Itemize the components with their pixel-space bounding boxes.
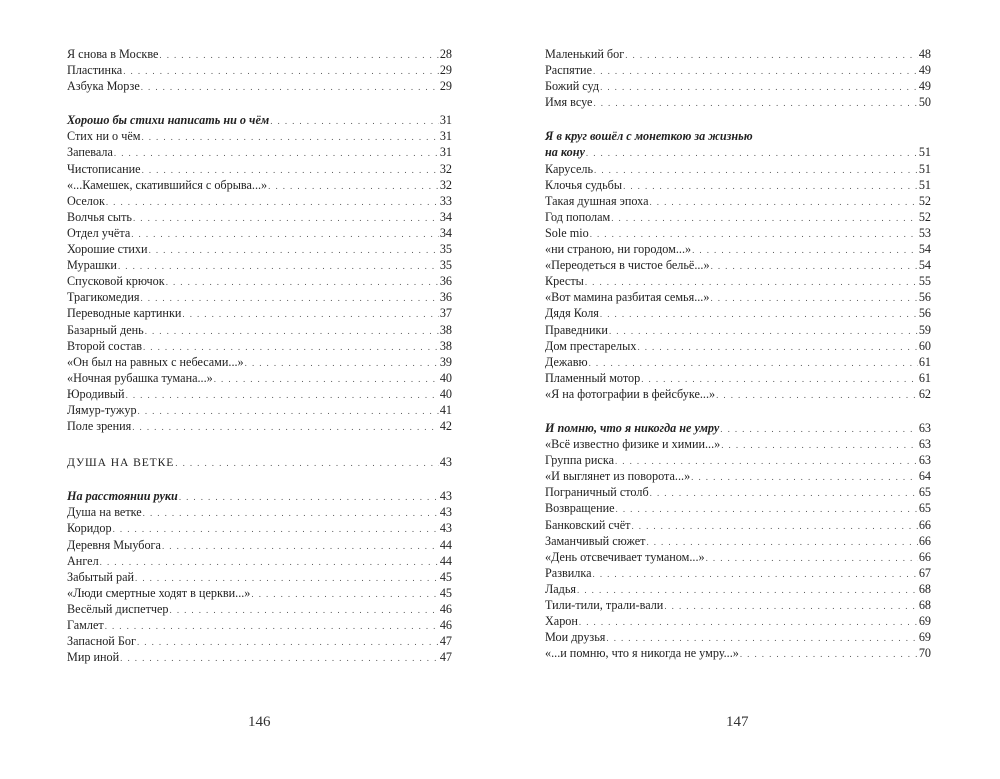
toc-entry-page: 51 bbox=[918, 161, 931, 176]
dot-leader bbox=[710, 290, 917, 306]
dot-leader bbox=[692, 242, 918, 258]
toc-entry bbox=[545, 484, 931, 500]
toc-group bbox=[67, 112, 452, 434]
toc-entry-page: 61 bbox=[918, 370, 931, 385]
toc-entry-page: 54 bbox=[918, 258, 931, 273]
toc-entry bbox=[545, 468, 931, 484]
dot-leader bbox=[251, 586, 438, 602]
toc-entry bbox=[67, 537, 452, 553]
toc-entry-title: «Он был на равных с небесами...» bbox=[67, 354, 244, 369]
toc-entry-page: 29 bbox=[439, 63, 452, 78]
toc-entry-title: Распятие bbox=[545, 63, 592, 78]
toc-entry bbox=[67, 78, 452, 94]
toc-entry-page: 48 bbox=[918, 47, 931, 61]
dot-leader bbox=[145, 323, 439, 339]
toc-entry-page: 47 bbox=[439, 650, 452, 665]
toc-entry-page: 31 bbox=[439, 129, 452, 144]
group-spacer bbox=[67, 470, 452, 488]
toc-entry-page: 35 bbox=[439, 258, 452, 273]
toc-entry bbox=[67, 161, 452, 177]
toc-entry bbox=[67, 46, 452, 62]
toc-entry bbox=[67, 177, 452, 193]
dot-leader bbox=[609, 323, 918, 339]
toc-entry-page: 29 bbox=[439, 79, 452, 94]
dot-leader bbox=[268, 178, 439, 194]
dot-leader bbox=[586, 145, 918, 161]
toc-entry-title: Поле зрения bbox=[67, 419, 132, 434]
toc-entry-title: На расстоянии руки bbox=[67, 489, 178, 504]
dot-leader bbox=[585, 274, 918, 290]
toc-entry-page: 69 bbox=[918, 614, 931, 629]
toc-entry-page: 37 bbox=[439, 306, 452, 321]
group-spacer bbox=[545, 110, 931, 128]
toc-entry bbox=[545, 613, 931, 629]
toc-entry-page: 54 bbox=[918, 242, 931, 257]
toc-section-entry bbox=[545, 420, 931, 436]
toc-entry-page: 38 bbox=[439, 322, 452, 337]
toc-entry-page: 40 bbox=[439, 370, 452, 385]
toc-entry-page: 60 bbox=[918, 338, 931, 353]
dot-leader bbox=[126, 387, 439, 403]
toc-entry-title: «...Камешек, скатившийся с обрыва...» bbox=[67, 177, 268, 192]
dot-leader bbox=[100, 554, 439, 570]
toc-entry bbox=[545, 322, 931, 338]
toc-entry-page: 44 bbox=[439, 537, 452, 552]
toc-entry-title: Базарный день bbox=[67, 322, 144, 337]
toc-entry-page: 43 bbox=[439, 505, 452, 520]
dot-leader bbox=[142, 162, 439, 178]
toc-entry-title: Пламенный мотор bbox=[545, 370, 641, 385]
toc-entry-title: Юродивый bbox=[67, 386, 125, 401]
dot-leader bbox=[149, 242, 439, 258]
dot-leader bbox=[606, 630, 917, 646]
dot-leader bbox=[162, 538, 439, 554]
dot-leader bbox=[175, 455, 439, 471]
toc-entry-title: Харон bbox=[545, 614, 578, 629]
dot-leader bbox=[600, 306, 918, 322]
toc-entry-page: 65 bbox=[918, 501, 931, 516]
toc-entry-title: Мурашки bbox=[67, 258, 117, 273]
toc-entry-page: 28 bbox=[439, 47, 452, 61]
toc-entry-title: Мир иной bbox=[67, 650, 120, 665]
dot-leader bbox=[664, 598, 917, 614]
dot-leader bbox=[140, 290, 438, 306]
toc-entry bbox=[67, 322, 452, 338]
toc-entry-title: Группа риска bbox=[545, 453, 614, 468]
toc-group bbox=[67, 454, 452, 470]
toc-entry bbox=[67, 370, 452, 386]
toc-entry-page: 45 bbox=[439, 569, 452, 584]
toc-entry-title: «...и помню, что я никогда не умру...» bbox=[545, 646, 739, 661]
dot-leader bbox=[740, 646, 918, 662]
right-page-number: 147 bbox=[726, 714, 749, 730]
toc-entry-title: Спусковой крючок bbox=[67, 274, 165, 289]
toc-entry-title: Запасной Бог bbox=[67, 634, 136, 649]
toc-entry bbox=[67, 601, 452, 617]
toc-entry-page: 41 bbox=[439, 402, 452, 417]
toc-entry-page: 47 bbox=[439, 634, 452, 649]
toc-entry-page: 43 bbox=[439, 455, 452, 470]
toc-entry bbox=[545, 225, 931, 241]
toc-entry-title: «ни страною, ни городом...» bbox=[545, 242, 692, 257]
toc-entry-title: Ладья bbox=[545, 581, 577, 596]
dot-leader bbox=[170, 602, 439, 618]
dot-leader bbox=[616, 501, 918, 517]
toc-entry-page: 59 bbox=[918, 322, 931, 337]
toc-entry-title: «Вот мамина разбитая семья...» bbox=[545, 290, 710, 305]
toc-entry-page: 64 bbox=[918, 469, 931, 484]
dot-leader bbox=[132, 419, 439, 435]
toc-entry-page: 53 bbox=[918, 225, 931, 240]
toc-entry-page: 61 bbox=[918, 354, 931, 369]
toc-entry bbox=[67, 585, 452, 601]
toc-entry-title: Пограничный столб bbox=[545, 485, 649, 500]
dot-leader bbox=[245, 355, 439, 371]
toc-entry bbox=[67, 128, 452, 144]
toc-section-entry bbox=[67, 488, 452, 504]
toc-section-entry bbox=[545, 144, 931, 160]
toc-entry bbox=[545, 452, 931, 468]
toc-entry bbox=[545, 549, 931, 565]
toc-entry bbox=[67, 62, 452, 78]
toc-entry-title: Хорошо бы стихи написать ни о чём bbox=[67, 113, 270, 128]
left-page-number: 146 bbox=[248, 714, 271, 730]
dot-leader bbox=[650, 485, 918, 501]
toc-entry bbox=[67, 418, 452, 434]
toc-section-heading: Я в круг вошёл с монеткою за жизнью bbox=[545, 129, 753, 144]
toc-entry bbox=[545, 354, 931, 370]
dot-leader bbox=[141, 129, 438, 145]
toc-entry bbox=[67, 193, 452, 209]
toc-entry bbox=[545, 629, 931, 645]
toc-entry-page: 68 bbox=[918, 581, 931, 596]
dot-leader bbox=[143, 505, 439, 521]
toc-entry bbox=[67, 617, 452, 633]
toc-entry-title: Забытый рай bbox=[67, 569, 135, 584]
toc-entry-page: 50 bbox=[918, 95, 931, 110]
toc-entry-page: 63 bbox=[918, 453, 931, 468]
toc-entry bbox=[545, 257, 931, 273]
toc-entry bbox=[545, 597, 931, 613]
toc-entry-page: 68 bbox=[918, 598, 931, 612]
toc-entry-page: 34 bbox=[439, 225, 452, 240]
dot-leader bbox=[589, 355, 918, 371]
toc-entry bbox=[545, 305, 931, 321]
toc-group bbox=[545, 144, 931, 402]
right-page-toc bbox=[545, 46, 931, 661]
dot-leader bbox=[105, 618, 439, 634]
toc-entry-page: 67 bbox=[918, 565, 931, 580]
toc-entry-title: Развилка bbox=[545, 565, 592, 580]
dot-leader bbox=[579, 614, 918, 630]
toc-entry-page: 36 bbox=[439, 274, 452, 289]
toc-entry bbox=[545, 517, 931, 533]
toc-entry-title: Волчья сыть bbox=[67, 209, 132, 224]
toc-entry-title: Банковский счёт bbox=[545, 517, 631, 532]
toc-entry bbox=[545, 78, 931, 94]
toc-entry bbox=[545, 46, 931, 62]
toc-entry-page: 70 bbox=[918, 646, 931, 661]
dot-leader bbox=[137, 634, 439, 650]
toc-entry-page: 66 bbox=[918, 549, 931, 564]
toc-entry-page: 32 bbox=[439, 161, 452, 176]
toc-entry bbox=[545, 289, 931, 305]
toc-entry-title: «И выглянет из поворота...» bbox=[545, 469, 691, 484]
toc-entry-page: 31 bbox=[439, 145, 452, 160]
toc-entry bbox=[67, 273, 452, 289]
toc-entry bbox=[545, 533, 931, 549]
toc-entry-page: 39 bbox=[439, 354, 452, 369]
toc-entry-title: Sole mio bbox=[545, 225, 589, 240]
toc-entry-title: Дядя Коля bbox=[545, 306, 599, 321]
toc-entry-title: Возвращение bbox=[545, 501, 615, 516]
dot-leader bbox=[637, 339, 917, 355]
dot-leader bbox=[159, 47, 438, 63]
dot-leader bbox=[214, 371, 439, 387]
toc-entry bbox=[67, 338, 452, 354]
toc-entry bbox=[67, 257, 452, 273]
dot-leader bbox=[625, 47, 918, 63]
group-spacer bbox=[545, 402, 931, 420]
dot-leader bbox=[138, 403, 439, 419]
toc-entry-page: 66 bbox=[918, 533, 931, 548]
toc-entry bbox=[545, 645, 931, 661]
dot-leader bbox=[593, 95, 917, 111]
toc-entry bbox=[545, 241, 931, 257]
toc-entry-title: ДУША НА ВЕТКЕ bbox=[67, 456, 175, 470]
toc-entry-page: 69 bbox=[918, 630, 931, 645]
toc-entry-page: 63 bbox=[918, 437, 931, 452]
dot-leader bbox=[131, 226, 439, 242]
toc-part-entry bbox=[67, 454, 452, 470]
toc-entry bbox=[67, 402, 452, 418]
toc-entry bbox=[545, 161, 931, 177]
toc-section-entry bbox=[67, 112, 452, 128]
toc-entry bbox=[67, 144, 452, 160]
dot-leader bbox=[716, 387, 918, 403]
toc-entry-title: Переводные картинки bbox=[67, 306, 182, 321]
toc-entry-title: Тили-тили, трали-вали bbox=[545, 598, 664, 612]
toc-entry bbox=[67, 649, 452, 665]
toc-entry bbox=[545, 581, 931, 597]
toc-entry-page: 56 bbox=[918, 290, 931, 305]
toc-entry-title: Коридор bbox=[67, 521, 112, 536]
toc-entry bbox=[545, 193, 931, 209]
toc-entry bbox=[545, 177, 931, 193]
toc-entry-page: 56 bbox=[918, 306, 931, 321]
dot-leader bbox=[118, 258, 439, 274]
toc-entry-page: 46 bbox=[439, 618, 452, 632]
dot-leader bbox=[270, 113, 439, 129]
toc-entry-title: Азбука Морзе bbox=[67, 79, 140, 94]
dot-leader bbox=[691, 469, 918, 485]
toc-entry bbox=[67, 225, 452, 241]
toc-entry-page: 38 bbox=[439, 338, 452, 353]
toc-entry bbox=[545, 386, 931, 402]
toc-entry-title: Стих ни о чём bbox=[67, 129, 141, 144]
dot-leader bbox=[720, 421, 918, 437]
toc-entry bbox=[545, 565, 931, 581]
toc-entry-page: 32 bbox=[439, 177, 452, 192]
toc-entry bbox=[67, 354, 452, 370]
toc-group bbox=[67, 46, 452, 94]
toc-entry bbox=[67, 209, 452, 225]
toc-entry-page: 43 bbox=[439, 489, 452, 504]
group-spacer bbox=[67, 434, 452, 454]
toc-entry-page: 36 bbox=[439, 290, 452, 305]
toc-entry-title: Кресты bbox=[545, 274, 584, 289]
toc-entry-page: 65 bbox=[918, 485, 931, 500]
toc-entry-page: 52 bbox=[918, 209, 931, 224]
toc-entry-page: 46 bbox=[439, 601, 452, 616]
toc-entry-title: Пластинка bbox=[67, 63, 123, 78]
toc-entry-page: 51 bbox=[918, 145, 931, 160]
toc-entry-page: 55 bbox=[918, 274, 931, 289]
dot-leader bbox=[650, 194, 918, 210]
toc-entry-page: 40 bbox=[439, 386, 452, 401]
toc-entry-title: Мои друзья bbox=[545, 630, 606, 645]
dot-leader bbox=[593, 63, 918, 79]
dot-leader bbox=[133, 210, 439, 226]
toc-entry bbox=[545, 338, 931, 354]
dot-leader bbox=[166, 274, 439, 290]
dot-leader bbox=[106, 194, 439, 210]
toc-entry-title: Душа на ветке bbox=[67, 505, 142, 520]
dot-leader bbox=[641, 371, 918, 387]
toc-entry-page: 34 bbox=[439, 209, 452, 224]
toc-entry-title: Имя всуе bbox=[545, 95, 593, 110]
toc-entry-page: 62 bbox=[918, 386, 931, 401]
toc-entry-title: Клочья судьбы bbox=[545, 177, 623, 192]
toc-entry-title: Оселок bbox=[67, 193, 105, 208]
toc-entry-page: 45 bbox=[439, 585, 452, 600]
toc-entry bbox=[545, 94, 931, 110]
toc-entry-page: 66 bbox=[918, 517, 931, 532]
toc-entry-title: «День отсвечивает туманом...» bbox=[545, 549, 705, 564]
group-spacer bbox=[67, 94, 452, 112]
toc-entry-title: Карусель bbox=[545, 161, 594, 176]
toc-entry-title: Год пополам bbox=[545, 209, 611, 224]
dot-leader bbox=[143, 339, 439, 355]
toc-entry bbox=[545, 209, 931, 225]
toc-entry-page: 43 bbox=[439, 521, 452, 536]
toc-entry-title: Отдел учёта bbox=[67, 225, 131, 240]
dot-leader bbox=[590, 226, 918, 242]
toc-entry-title: Весёлый диспетчер bbox=[67, 601, 169, 616]
dot-leader bbox=[600, 79, 918, 95]
toc-entry-page: 33 bbox=[439, 193, 452, 208]
dot-leader bbox=[120, 650, 439, 666]
toc-entry-title: «Люди смертные ходят в церкви...» bbox=[67, 585, 251, 600]
toc-entry-title: Я снова в Москве bbox=[67, 47, 159, 61]
dot-leader bbox=[141, 79, 439, 95]
dot-leader bbox=[611, 210, 918, 226]
toc-entry-title: Хорошие стихи bbox=[67, 242, 148, 257]
dot-leader bbox=[646, 534, 917, 550]
toc-entry-page: 49 bbox=[918, 63, 931, 78]
toc-entry-title: Ангел bbox=[67, 553, 99, 568]
toc-entry bbox=[67, 633, 452, 649]
dot-leader bbox=[113, 521, 439, 537]
toc-entry-page: 51 bbox=[918, 177, 931, 192]
dot-leader bbox=[711, 258, 918, 274]
toc-entry bbox=[67, 569, 452, 585]
toc-entry-page: 52 bbox=[918, 193, 931, 208]
toc-entry bbox=[67, 289, 452, 305]
toc-entry bbox=[67, 553, 452, 569]
dot-leader bbox=[182, 306, 438, 322]
dot-leader bbox=[114, 145, 439, 161]
toc-entry-page: 31 bbox=[439, 113, 452, 128]
toc-entry-title: Божий суд bbox=[545, 79, 600, 94]
dot-leader bbox=[706, 550, 918, 566]
toc-entry bbox=[67, 241, 452, 257]
toc-entry-title: Трагикомедия bbox=[67, 290, 140, 305]
toc-entry-page: 42 bbox=[439, 419, 452, 434]
toc-entry bbox=[67, 504, 452, 520]
dot-leader bbox=[615, 453, 918, 469]
toc-entry-page: 44 bbox=[439, 553, 452, 568]
toc-entry-title: «Ночная рубашка тумана...» bbox=[67, 370, 213, 385]
toc-entry-title: Деревня Мыубога bbox=[67, 537, 161, 552]
toc-entry-page: 63 bbox=[918, 420, 931, 435]
toc-entry bbox=[67, 305, 452, 321]
toc-entry bbox=[545, 62, 931, 78]
toc-entry-title: Второй состав bbox=[67, 338, 142, 353]
toc-entry-title: Дом престарелых bbox=[545, 338, 637, 353]
toc-group bbox=[545, 420, 931, 661]
toc-group bbox=[545, 46, 931, 110]
toc-entry-title: «Всё известно физике и химии...» bbox=[545, 437, 721, 452]
dot-leader bbox=[594, 162, 918, 178]
dot-leader bbox=[179, 489, 439, 505]
toc-entry-page: 49 bbox=[918, 79, 931, 94]
dot-leader bbox=[721, 437, 918, 453]
toc-entry-page: 35 bbox=[439, 242, 452, 257]
toc-entry-title: на кону bbox=[545, 145, 585, 160]
toc-entry-title: «Я на фотографии в фейсбуке...» bbox=[545, 386, 716, 401]
dot-leader bbox=[123, 63, 439, 79]
toc-entry-title: Маленький бог bbox=[545, 47, 625, 61]
toc-entry-title: Такая душная эпоха bbox=[545, 193, 649, 208]
dot-leader bbox=[593, 566, 918, 582]
toc-entry bbox=[545, 436, 931, 452]
toc-entry-title: Заманчивый сюжет bbox=[545, 533, 646, 548]
dot-leader bbox=[577, 582, 918, 598]
toc-entry-title: Лямур-тужур bbox=[67, 402, 137, 417]
dot-leader bbox=[135, 570, 439, 586]
toc-group bbox=[67, 488, 452, 665]
toc-entry bbox=[545, 500, 931, 516]
toc-entry-title: Праведники bbox=[545, 322, 608, 337]
dot-leader bbox=[631, 518, 917, 534]
toc-entry-title: И помню, что я никогда не умру bbox=[545, 420, 720, 435]
toc-entry bbox=[545, 370, 931, 386]
dot-leader bbox=[623, 178, 918, 194]
toc-entry-title: Гамлет bbox=[67, 618, 104, 632]
toc-entry bbox=[545, 273, 931, 289]
toc-entry bbox=[67, 520, 452, 536]
toc-entry bbox=[67, 386, 452, 402]
toc-entry-title: Дежавю bbox=[545, 354, 588, 369]
left-page-toc bbox=[67, 46, 452, 665]
toc-entry-title: Чистописание bbox=[67, 161, 141, 176]
toc-entry-title: «Переодеться в чистое бельё...» bbox=[545, 258, 710, 273]
toc-entry-title: Запевала bbox=[67, 145, 113, 160]
